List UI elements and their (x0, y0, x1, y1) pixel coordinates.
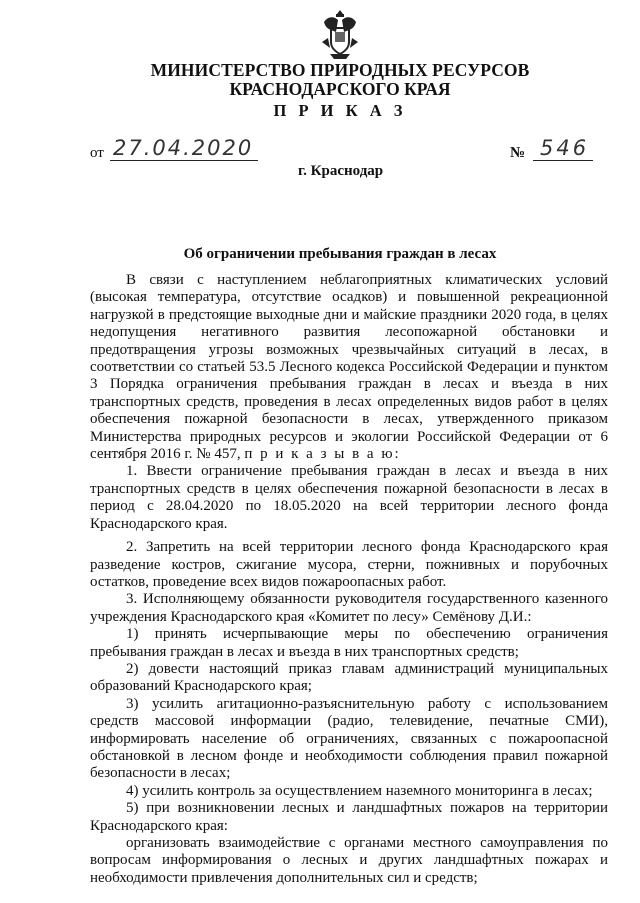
ministry-title-line2: КРАСНОДАРСКОГО КРАЯ (229, 79, 451, 99)
subitem-2: 2) довести настоящий приказ главам администраций муниципальных образований Краснодарского края; (90, 660, 608, 695)
coat-of-arms-icon (316, 6, 364, 60)
subitem-1: 1) принять исчерпывающие меры по обеспечению ограничения пребывания граждан в лесах и въезда в них транспортных средств; (90, 626, 608, 660)
subitem-4: 4) усилить контроль за осуществлением наземного мониторинга в лесах; (126, 782, 593, 799)
number-underline (533, 160, 593, 161)
item-2: 2. Запретить на всей территории лесного фонда Краснодарского края разведение костров, сжигание мусора, стерни, пожнивных и порубочных остатков, проведение всех видов пожароопасных работ. (90, 539, 608, 590)
preamble-paragraph (90, 272, 608, 463)
preamble-text: В связи с наступлением неблагоприятных климатических условий (высокая температура, отсутствие осадков) и повышенной рекреационной нагрузкой в предстоящие выходные дни и майские праздники 2020 года, в целях недопущения негативного развития лесопожарной обстановки и предотвращения угрозы возможных чрезвычайных ситуаций в лесах, в соответствии со статьей 53.5 Лесного кодекса Российской Федерации и пунктом 3 Порядка ограничения пребывания граждан в лесах и въезда в них транспортных средств, проведения в лесах определенных видов работ в целях обеспечения пожарной безопасности в лесах, утвержденного приказом Министерства природных ресурсов и экологии Российской Федерации от 6 сентября 2016 г. № 457, (90, 272, 608, 463)
order-word: п р и к а з ы в а ю: (244, 446, 401, 463)
document-subject: Об ограничении пребывания граждан в лесах (183, 246, 497, 262)
item-1: 1. Ввести ограничение пребывания граждан в лесах и въезда в них транспортных средств в целях обеспечения пожарной безопасности в лесах в период с 28.04.2020 по 18.05.2020 на всей территории лесного фонда Краснодарского края. (90, 463, 608, 532)
number-label: № (510, 145, 526, 161)
date-label: от (90, 145, 104, 161)
document-body (90, 272, 608, 887)
document-type: П Р И К А З (273, 101, 407, 120)
ministry-title-line1: МИНИСТЕРСТВО ПРИРОДНЫХ РЕСУРСОВ (150, 60, 530, 80)
item-3: 3. Исполняющему обязанности руководителя государственного казенного учреждения Краснодарского края «Комитет по лесу» Семёнову Д.И.: (90, 591, 608, 625)
subitem-5a: организовать взаимодействие с органами местного самоуправления по вопросам информирования о лесных и других ландшафтных пожарах и необходимости привлечения дополнительных сил и средств; (90, 835, 608, 886)
document-number: 546 (540, 136, 590, 160)
city: г. Краснодар (298, 163, 384, 179)
subitem-3: 3) усилить агитационно-разъяснительную работу с использованием средств массовой информации (радио, телевидение, печатные СМИ), информировать население об ограничениях, связанных с пожароопасной обстановкой в лесном фонде и необходимости соблюдения правил пожарной безопасности в лесах; (90, 695, 608, 782)
document-date: 27.04.2020 (113, 136, 254, 160)
subitem-5: 5) при возникновении лесных и ландшафтных пожаров на территории Краснодарского края: (90, 800, 608, 834)
date-underline (110, 160, 258, 161)
